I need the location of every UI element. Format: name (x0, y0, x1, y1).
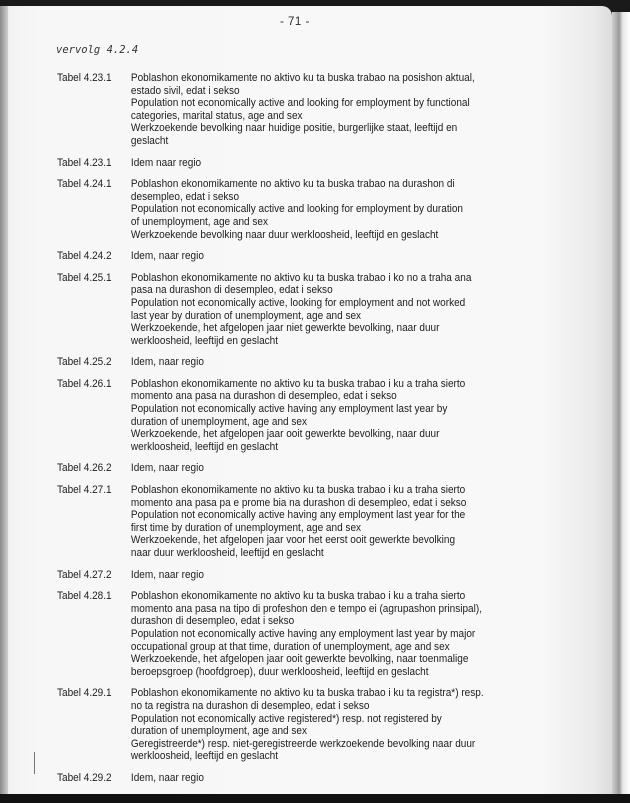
table-description (131, 250, 515, 263)
table-description (131, 378, 515, 454)
description-line: Population not economically active, looking for employment and not worked (130, 296, 466, 309)
description-line: no ta registra na durashon di desempleo, edat i sekso (130, 699, 370, 712)
table-description (131, 687, 515, 763)
table-entry (57, 250, 515, 263)
description-line: duration of unemployment, age and sex (130, 415, 308, 428)
table-entry (57, 272, 515, 348)
description-line: beroepsgroep (hoofdgroep), duur werkloosheid, leeftijd en geslacht (130, 665, 429, 678)
description-line: Population not economically active having any employment last year by major (130, 627, 476, 640)
table-entry (57, 590, 515, 678)
table-number: Tabel 4.25.2 (57, 356, 112, 369)
description-line: momento ana pasa na durashon di desempleo, edat i sekso (130, 390, 397, 403)
description-line: naar duur werkloosheid, leeftijd en geslacht (130, 547, 324, 559)
description-line: first time by duration of unemployment, age and sex (130, 521, 362, 534)
description-line: Population not economically active registered*) resp. not registered by (130, 712, 442, 725)
description-line: Idem, naar regio (130, 250, 204, 263)
table-description (131, 272, 515, 348)
margin-mark (34, 752, 35, 774)
description-line: Population not economically active having any employment last year for the (130, 509, 466, 522)
description-line: Population not economically active having any employment last year by (130, 403, 448, 416)
description-line: of unemployment, age and sex (130, 215, 269, 228)
description-line: Werkzoekende, het afgelopen jaar niet gewerkte bevolking, naar duur (130, 322, 440, 335)
description-line: Werkzoekende, het afgelopen jaar voor het eerst ooit gewerkte bevolking (130, 534, 456, 547)
table-number: Tabel 4.26.1 (57, 377, 112, 390)
table-number: Tabel 4.27.1 (57, 484, 112, 497)
table-number: Tabel 4.29.1 (57, 687, 112, 700)
description-line: Poblashon ekonomikamente no aktivo ku ta buska trabao i ku a traha sierto (130, 377, 466, 390)
description-line: momento ana pasa pa e prome bia na durashon di desempleo, edat i sekso (130, 496, 467, 509)
description-line: last year by duration of unemployment, age and sex (130, 309, 362, 322)
table-number: Tabel 4.23.1 (57, 156, 112, 169)
table-entry (57, 772, 515, 785)
table-entry (57, 462, 515, 475)
section-label: vervolg 4.2.4 (56, 44, 139, 56)
description-line: Population not economically active and looking for employment by functional (130, 97, 470, 110)
table-number: Tabel 4.24.2 (57, 250, 112, 263)
table-number: Tabel 4.27.2 (57, 568, 112, 581)
table-description (131, 356, 515, 369)
table-entry (57, 72, 515, 148)
table-description (131, 462, 515, 475)
table-entry (57, 484, 515, 560)
description-line: desempleo, edat i sekso (130, 190, 240, 203)
description-line: Poblashon ekonomikamente no aktivo ku ta buska trabao i ko no a traha ana (130, 271, 472, 284)
table-number: Tabel 4.24.1 (57, 178, 112, 191)
description-line: momento ana pasa na tipo di profeshon den e tempo ei (agrupashon prinsipal), (130, 602, 482, 615)
table-number: Tabel 4.25.1 (57, 271, 112, 284)
table-entry (57, 378, 515, 454)
table-description (131, 590, 515, 678)
description-line: Werkzoekende bevolking naar duur werkloosheid, leeftijd en geslacht (130, 228, 439, 241)
description-line: Population not economically active and looking for employment by duration (130, 203, 464, 216)
description-line: Poblashon ekonomikamente no aktivo ku ta buska trabao na posishon aktual, (130, 72, 475, 84)
description-line: Poblashon ekonomikamente no aktivo ku ta buska trabao na durashon di (130, 178, 455, 191)
page-left-edge (0, 6, 8, 796)
table-entry (57, 569, 515, 582)
page-number: - 71 - (280, 16, 310, 28)
description-line: geslacht (130, 134, 169, 147)
description-line: durashon di desempleo, edat i sekso (130, 615, 295, 628)
table-entry (57, 178, 515, 241)
description-line: Poblashon ekonomikamente no aktivo ku ta buska trabao i ku a traha sierto (130, 484, 466, 497)
description-line: werkloosheid, leeftijd en geslacht (130, 334, 279, 347)
table-entry (57, 687, 515, 763)
description-line: Idem, naar regio (130, 356, 204, 369)
table-description (131, 72, 515, 148)
table-description (131, 772, 515, 785)
page-right-edge (612, 12, 630, 796)
description-line: categories, marital status, age and sex (130, 109, 303, 122)
table-entry (57, 157, 515, 170)
table-entry (57, 356, 515, 369)
description-line: Werkzoekende, het afgelopen jaar ooit gewerkte bevolking, naar duur (130, 428, 440, 441)
description-line: werkloosheid, leeftijd en geslacht (130, 750, 279, 763)
description-line: duration of unemployment, age and sex (130, 725, 308, 738)
description-line: Werkzoekende bevolking naar huidige positie, burgerlijke staat, leeftijd en (130, 122, 458, 135)
description-line: Poblashon ekonomikamente no aktivo ku ta buska trabao i ku a traha sierto (130, 590, 466, 603)
description-line: Idem, naar regio (130, 568, 204, 581)
table-description (131, 484, 515, 560)
scan-bottom-border (0, 794, 630, 803)
table-description (131, 157, 515, 170)
description-line: Idem naar regio (130, 156, 202, 169)
table-number: Tabel 4.26.2 (57, 462, 112, 475)
description-line: Werkzoekende, het afgelopen jaar ooit gewerkte bevolking, naar toenmalige (130, 653, 469, 666)
table-list (57, 72, 515, 794)
description-line: Geregistreerde*) resp. niet-geregistreerde werkzoekende bevolking naar duur (130, 737, 476, 750)
table-number: Tabel 4.29.2 (57, 771, 112, 784)
description-line: Idem, naar regio (130, 462, 204, 475)
description-line: Poblashon ekonomikamente no aktivo ku ta buska trabao i ku ta registra*) resp. (130, 687, 484, 700)
description-line: Idem, naar regio (130, 771, 204, 784)
table-number: Tabel 4.28.1 (57, 590, 112, 603)
table-description (131, 569, 515, 582)
description-line: werkloosheid, leeftijd en geslacht (130, 440, 279, 453)
table-number: Tabel 4.23.1 (57, 72, 112, 84)
description-line: pasa na durashon di desempleo, edat i sekso (130, 284, 333, 297)
description-line: estado sivil, edat i sekso (130, 84, 240, 97)
description-line: occupational group at that time, duration of unemployment, age and sex (130, 640, 450, 653)
table-description (131, 178, 515, 241)
